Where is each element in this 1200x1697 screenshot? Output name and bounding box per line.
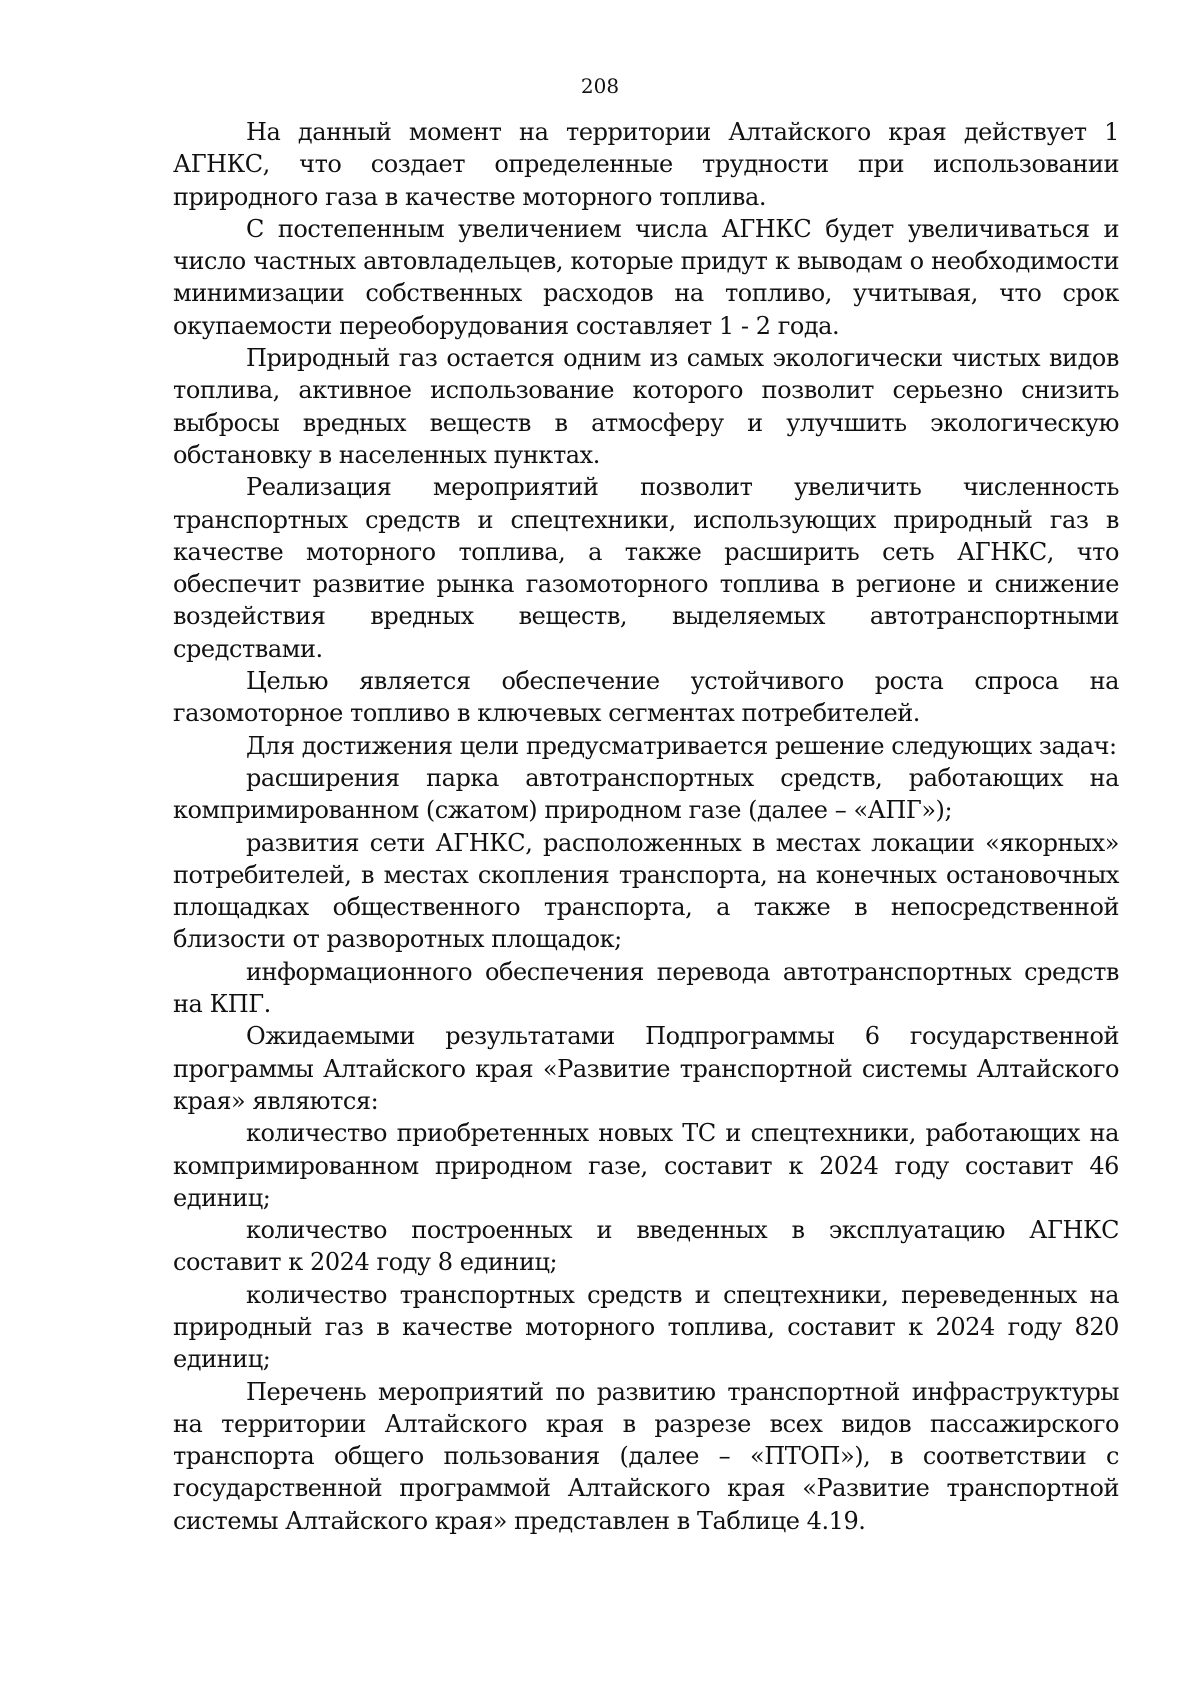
body-text <box>173 116 1119 1537</box>
paragraph: Для достижения цели предусматривается решение следующих задач: <box>246 731 1117 760</box>
paragraph: С постепенным увеличением числа АГНКС будет увеличиваться и число частных автовладельцев, которые придут к выводам о необходимости минимизации собственных расходов на топливо, учитывая, что срок окупаемости переоборудования составляет 1 - 2 года. <box>173 214 1119 340</box>
paragraph: Природный газ остается одним из самых экологически чистых видов топлива, активное использование которого позволит серьезно снизить выбросы вредных веществ в атмосферу и улучшить экологическую обстановку в населенных пунктах. <box>173 344 1119 469</box>
list-item: количество построенных и введенных в эксплуатацию АГНКС составит к 2024 году 8 единиц; <box>173 1216 1119 1277</box>
paragraph: Перечень мероприятий по развитию транспортной инфраструктуры на территории Алтайского края в разрезе всех видов пассажирского транспорта общего пользования (далее – «ПТОП»), в соответствии с государственной программой Алтайского края «Развитие транспортной системы Алтайского края» представлен в Таблице 4.19. <box>173 1377 1119 1535</box>
paragraph: Реализация мероприятий позволит увеличить численность транспортных средств и спецтехники, использующих природный газ в качестве моторного топлива, а также расширить сеть АГНКС, что обеспечит развитие рынка газомоторного топлива в регионе и снижение воздействия вредных веществ, выделяемых автотранспортными средствами. <box>173 473 1119 663</box>
list-item: расширения парка автотранспортных средств, работающих на компримированном (сжатом) природном газе (далее – «АПГ»); <box>173 763 1119 825</box>
list-item: количество приобретенных новых ТС и спецтехники, работающих на компримированном природном газе, составит к 2024 году составит 46 единиц; <box>173 1119 1119 1212</box>
paragraph: На данный момент на территории Алтайского края действует 1 АГНКС, что создает определенные трудности при использовании природного газа в качестве моторного топлива. <box>173 118 1119 211</box>
paragraph: Ожидаемыми результатами Подпрограммы 6 государственной программы Алтайского края «Развитие транспортной системы Алтайского края» являются: <box>173 1022 1119 1115</box>
page-number: 208 <box>580 74 620 98</box>
list-item: количество транспортных средств и спецтехники, переведенных на природный газ в качестве моторного топлива, составит к 2024 году 820 единиц; <box>173 1280 1119 1374</box>
list-item: развития сети АГНКС, расположенных в местах локации «якорных» потребителей, в местах скопления транспорта, на конечных остановочных площадках общественного транспорта, а также в непосредственной близости от разворотных площадок; <box>173 828 1119 954</box>
paragraph: Целью является обеспечение устойчивого роста спроса на газомоторное топливо в ключевых сегментах потребителей. <box>173 667 1119 728</box>
list-item: информационного обеспечения перевода автотранспортных средств на КПГ. <box>173 957 1119 1019</box>
